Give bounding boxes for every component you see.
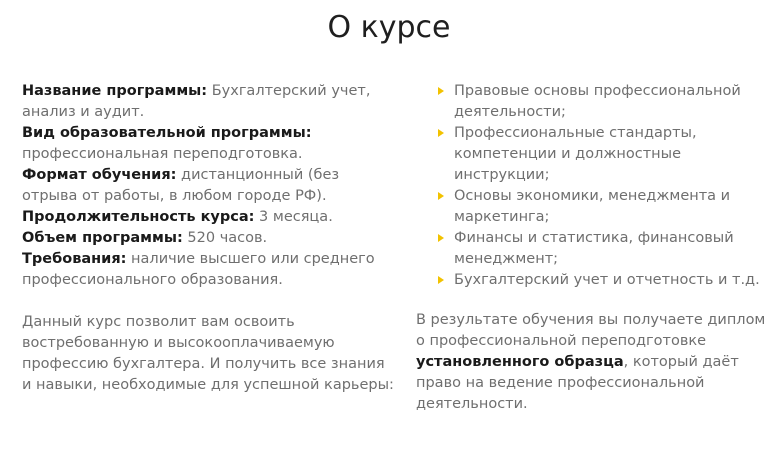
list-item-text: Финансы и статистика, финансовый менеджмент;: [454, 230, 734, 267]
list-item-text: Бухгалтерский учет и отчетность и т.д.: [454, 272, 760, 288]
info-requirements: [22, 249, 397, 291]
info-value: наличие высшего или среднего профессионального образования.: [22, 251, 375, 288]
list-item: [416, 270, 771, 291]
result-text-bold: установленного образца: [416, 354, 624, 370]
info-label: Продолжительность курса:: [22, 209, 255, 225]
info-label: Формат обучения:: [22, 167, 177, 183]
list-item: [416, 123, 771, 186]
list-item-text: Правовые основы профессиональной деятельности;: [454, 83, 741, 120]
program-info: [22, 81, 397, 291]
info-volume: [22, 228, 397, 249]
info-value: профессиональная переподготовка.: [22, 146, 303, 162]
page-title: О курсе: [327, 10, 451, 45]
left-column: [22, 81, 397, 411]
right-column: [416, 81, 771, 430]
info-value: Бухгалтерский учет, анализ и аудит.: [22, 83, 371, 120]
arrow-icon: [438, 87, 444, 95]
info-program-type: [22, 123, 397, 165]
info-duration: [22, 207, 397, 228]
info-label: Требования:: [22, 251, 127, 267]
list-item: [416, 228, 771, 270]
list-item: [416, 81, 771, 123]
list-item-text: Основы экономики, менеджмента и маркетинга;: [454, 188, 731, 225]
list-item-text: Профессиональные стандарты, компетенции и должностные инструкции;: [454, 125, 697, 183]
info-label: Название программы:: [22, 83, 208, 99]
arrow-icon: [438, 192, 444, 200]
arrow-icon: [438, 234, 444, 242]
result-text-before: В результате обучения вы получаете диплом о профессиональной переподготовке: [416, 312, 766, 349]
info-label: Объем программы:: [22, 230, 183, 246]
info-value: дистанционный (без отрыва от работы, в любом городе РФ).: [22, 167, 340, 204]
topics-list: [416, 81, 771, 291]
info-label: Вид образовательной программы:: [22, 125, 312, 141]
info-format: [22, 165, 397, 207]
arrow-icon: [438, 276, 444, 284]
list-item: [416, 186, 771, 228]
result-text-after: , который даёт право на ведение профессиональной деятельности.: [416, 354, 739, 412]
info-value: 3 месяца.: [254, 209, 333, 225]
info-program-name: [22, 81, 397, 123]
arrow-icon: [438, 129, 444, 137]
info-value: 520 часов.: [182, 230, 268, 246]
diploma-result: [416, 310, 771, 415]
course-intro: Данный курс позволит вам освоить востребованную и высокооплачиваемую профессию бухгалтера. И получить все знания и навыки, необходимые для успешной карьеры:: [22, 314, 394, 393]
